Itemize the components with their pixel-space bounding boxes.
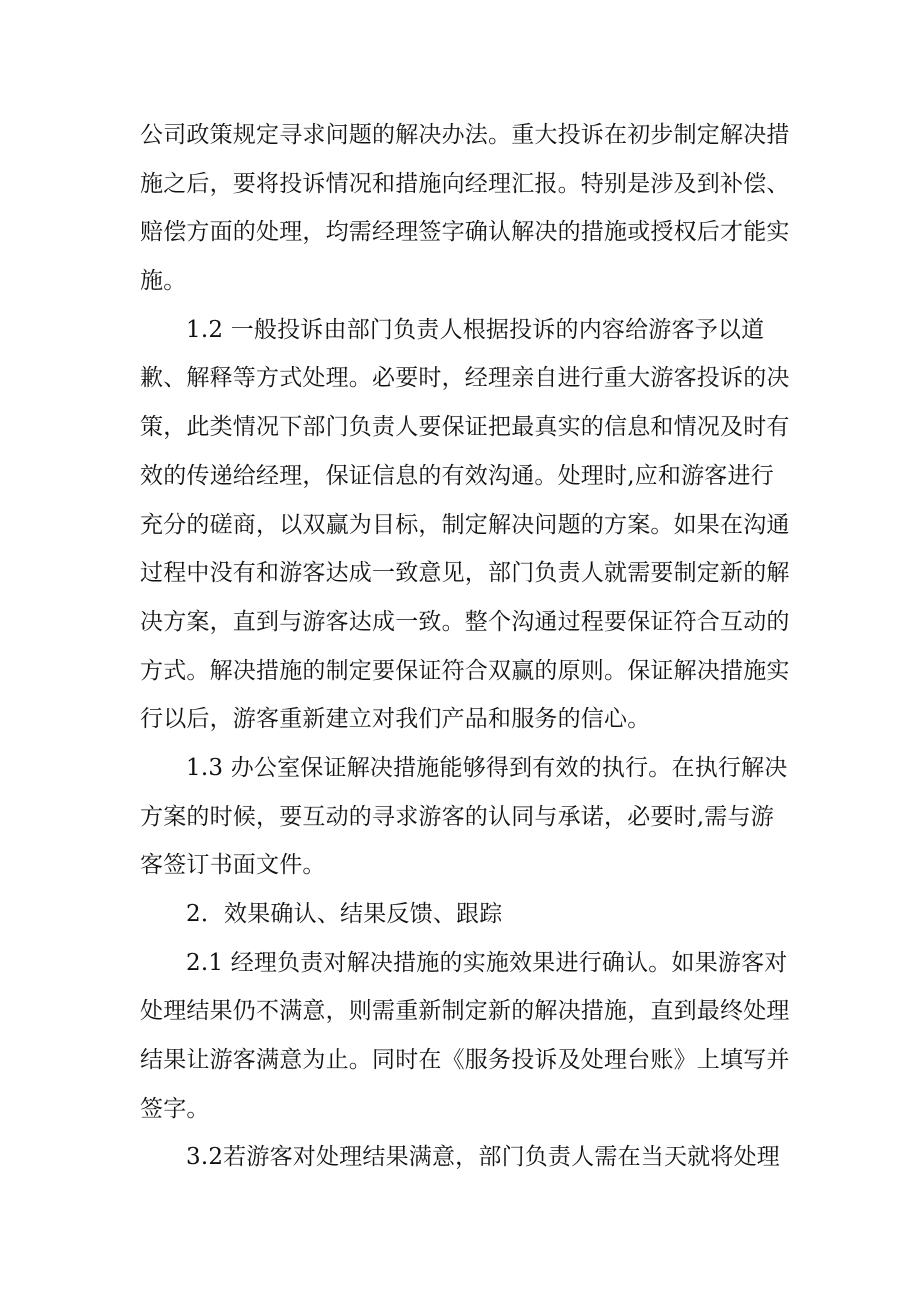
text-line: 2.1 经理负责对解决措施的实施效果进行确认。如果游客对 <box>186 949 788 976</box>
text-line: 赔偿方面的处理，均需经理签字确认解决的措施或授权后才能实 <box>140 219 790 246</box>
section-heading: 2．效果确认、结果反馈、跟踪 <box>186 901 503 927</box>
paragraph-3-2 <box>140 1133 790 1182</box>
paragraph-1-3 <box>140 744 790 890</box>
text-line: 施。 <box>140 268 187 295</box>
paragraph-1 <box>140 111 790 306</box>
text-line: 1.3 办公室保证解决措施能够得到有效的执行。在执行解决 <box>186 754 788 781</box>
paragraph-2-1 <box>140 939 790 1134</box>
text-line: 施之后，要将投诉情况和措施向经理汇报。特别是涉及到补偿、 <box>140 170 790 197</box>
document-body <box>140 111 790 1182</box>
text-line: 过程中没有和游客达成一致意见，部门负责人就需要制定新的解 <box>140 560 790 587</box>
text-line: 效的传递给经理，保证信息的有效沟通。处理时,应和游客进行 <box>140 462 774 489</box>
text-line: 策，此类情况下部门负责人要保证把最真实的信息和情况及时有 <box>140 414 790 441</box>
text-line: 方式。解决措施的制定要保证符合双赢的原则。保证解决措施实 <box>140 657 790 684</box>
text-line: 方案的时候，要互动的寻求游客的认同与承诺，必要时,需与游 <box>140 803 774 830</box>
text-line: 公司政策规定寻求问题的解决办法。重大投诉在初步制定解决措 <box>140 122 790 148</box>
text-line: 3.2若游客对处理结果满意，部门负责人需在当天就将处理 <box>186 1144 780 1171</box>
text-line: 充分的磋商，以双赢为目标，制定解决问题的方案。如果在沟通 <box>140 511 790 538</box>
section-heading-2 <box>140 890 790 939</box>
text-line: 结果让游客满意为止。同时在《服务投诉及处理台账》上填写并 <box>140 1047 790 1074</box>
text-line: 处理结果仍不满意，则需重新制定新的解决措施，直到最终处理 <box>140 998 790 1025</box>
text-line: 签字。 <box>140 1095 210 1122</box>
text-line: 1.2 一般投诉由部门负责人根据投诉的内容给游客予以道 <box>186 316 765 343</box>
paragraph-1-2 <box>140 306 790 744</box>
text-line: 歉、解释等方式处理。必要时，经理亲自进行重大游客投诉的决 <box>140 365 790 392</box>
text-line: 客签订书面文件。 <box>140 852 326 879</box>
text-line: 决方案，直到与游客达成一致。整个沟通过程要保证符合互动的 <box>140 608 790 635</box>
text-line: 行以后，游客重新建立对我们产品和服务的信心。 <box>140 706 651 733</box>
